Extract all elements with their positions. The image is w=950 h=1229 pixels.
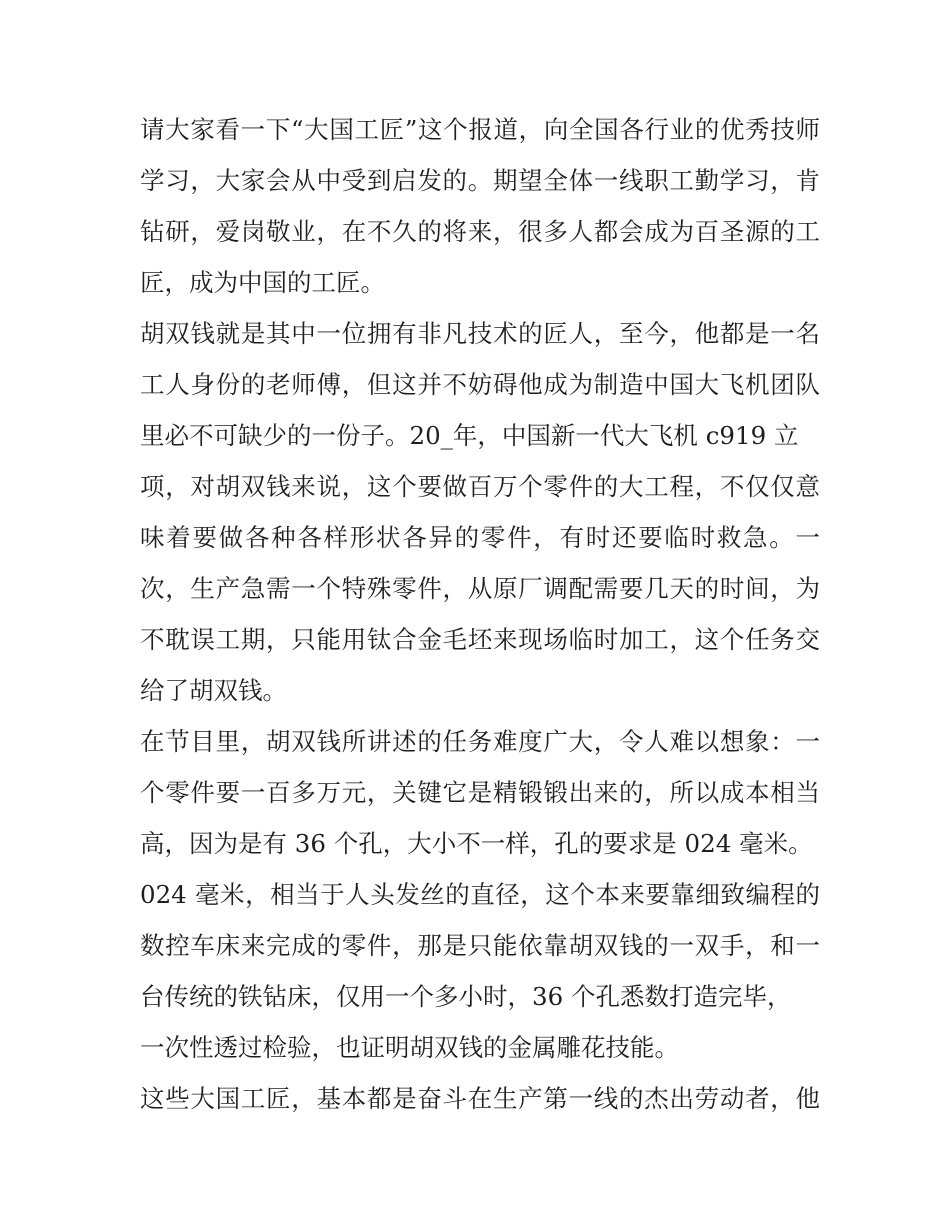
text-line: 个零件要一百多万元，关键它是精锻锻出来的，所以成本相当	[140, 778, 820, 807]
paragraph	[140, 716, 820, 1073]
text-line: 024 毫米，相当于人头发丝的直径，这个本来要靠细致编程的	[140, 880, 820, 909]
text-line: 这些大国工匠，基本都是奋斗在生产第一线的杰出劳动者，他	[140, 1084, 820, 1113]
document-body	[140, 104, 820, 1124]
text-line: 匠，成为中国的工匠。	[140, 268, 385, 297]
paragraph	[140, 308, 820, 716]
text-line: 胡双钱就是其中一位拥有非凡技术的匠人，至今，他都是一名	[140, 319, 820, 348]
text-line: 钻研，爱岗敬业，在不久的将来，很多人都会成为百圣源的工	[140, 217, 820, 246]
text-line: 一次性透过检验，也证明胡双钱的金属雕花技能。	[140, 1033, 679, 1062]
text-line: 数控车床来完成的零件，那是只能依靠胡双钱的一双手，和一	[140, 931, 820, 960]
text-line: 工人身份的老师傅，但这并不妨碍他成为制造中国大飞机团队	[140, 370, 820, 399]
paragraph	[140, 1073, 820, 1124]
text-line: 里必不可缺少的一份子。20_年，中国新一代大飞机 c919 立	[140, 421, 799, 450]
text-line: 在节目里，胡双钱所讲述的任务难度广大，令人难以想象：一	[140, 727, 820, 756]
paragraph	[140, 104, 820, 308]
text-line: 请大家看一下“大国工匠”这个报道，向全国各行业的优秀技师	[140, 115, 820, 144]
text-line: 次，生产急需一个特殊零件，从原厂调配需要几天的时间，为	[140, 574, 820, 603]
text-line: 学习，大家会从中受到启发的。期望全体一线职工勤学习，肯	[140, 166, 820, 195]
text-line: 不耽误工期，只能用钛合金毛坯来现场临时加工，这个任务交	[140, 625, 820, 654]
text-line: 味着要做各种各样形状各异的零件，有时还要临时救急。一	[140, 523, 820, 552]
text-line: 给了胡双钱。	[140, 676, 287, 705]
text-line: 高，因为是有 36 个孔，大小不一样，孔的要求是 024 毫米。	[140, 829, 813, 858]
text-line: 台传统的铁钻床，仅用一个多小时，36 个孔悉数打造完毕，	[140, 982, 792, 1011]
text-line: 项，对胡双钱来说，这个要做百万个零件的大工程，不仅仅意	[140, 472, 820, 501]
